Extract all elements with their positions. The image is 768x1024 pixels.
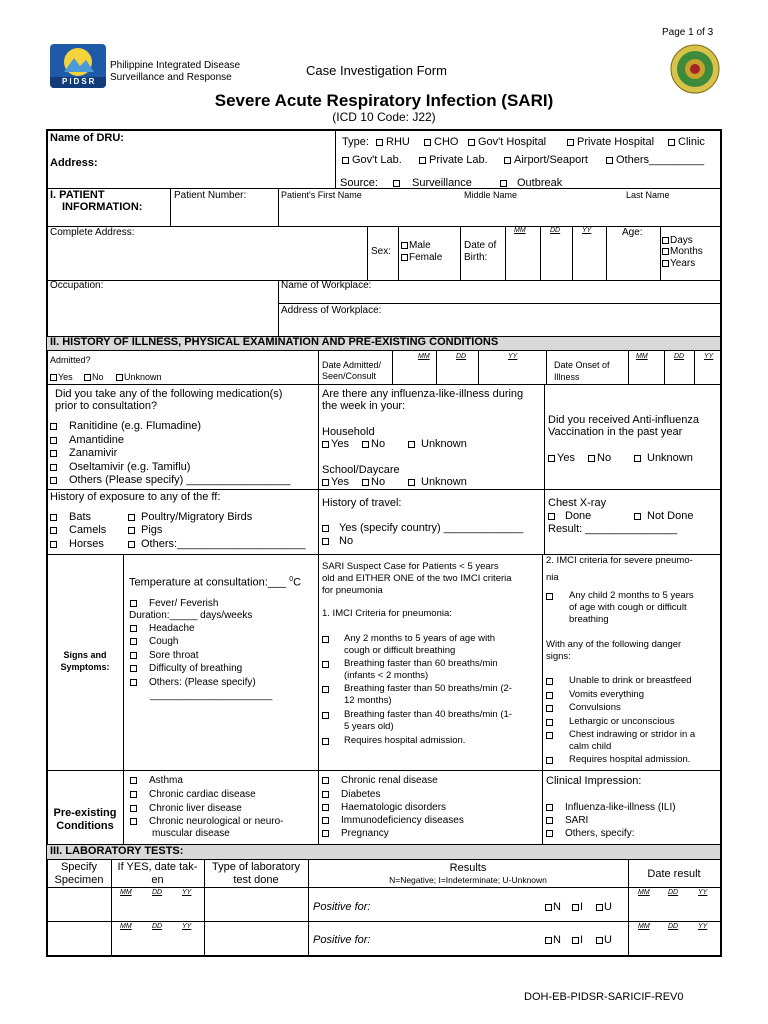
checkbox[interactable] — [668, 139, 675, 146]
dob-yy: YY — [582, 227, 592, 234]
checkbox[interactable] — [408, 441, 415, 448]
checkbox[interactable] — [50, 541, 57, 548]
lab-row1-dd: DD — [152, 889, 163, 896]
checkbox[interactable] — [545, 937, 552, 944]
checkbox[interactable] — [128, 541, 135, 548]
checkbox[interactable] — [504, 157, 511, 164]
school-no[interactable]: No — [362, 476, 385, 489]
checkbox[interactable] — [50, 514, 57, 521]
lab-specimen-l2: Specimen — [54, 874, 104, 886]
checkbox[interactable] — [546, 678, 553, 685]
lab-row2-positive[interactable]: Positive for: — [313, 934, 371, 946]
section-patient-l2: INFORMATION: — [62, 201, 143, 213]
checkbox[interactable] — [545, 904, 552, 911]
checkbox[interactable] — [322, 791, 329, 798]
lab-row2-result-i[interactable]: I — [572, 934, 583, 947]
checkbox[interactable] — [50, 450, 57, 457]
clinical-impression-label: Clinical Impression: — [546, 775, 642, 787]
dob-dd: DD — [550, 227, 561, 234]
lab-results-label: Results — [449, 862, 487, 874]
preexisting-label-l2: Conditions — [56, 820, 114, 832]
exposure-item[interactable]: Horses — [50, 538, 104, 551]
checkbox[interactable] — [130, 625, 137, 632]
lab-specimen-l1: Specify — [60, 861, 98, 873]
xray-result[interactable]: Result: _______________ — [548, 523, 678, 535]
lab-row2-date-dd: DD — [668, 923, 679, 930]
first-name-label: Patient's First Name — [281, 190, 362, 200]
checkbox[interactable] — [393, 180, 400, 187]
checkbox[interactable] — [419, 157, 426, 164]
checkbox[interactable] — [322, 686, 329, 693]
admitted-label: Admitted? — [50, 355, 91, 365]
source-surveillance[interactable]: Surveillance — [393, 177, 472, 190]
page-number: Page 1 of 3 — [662, 27, 714, 38]
school-unknown[interactable]: Unknown — [408, 476, 467, 489]
checkbox[interactable] — [362, 441, 369, 448]
xray-label: Chest X-ray — [548, 497, 607, 509]
onset-l1: Date Onset of — [554, 360, 610, 370]
checkbox[interactable] — [546, 593, 553, 600]
preexisting-item[interactable]: Chronic cardiac disease — [130, 789, 256, 801]
onset-dd: DD — [674, 353, 685, 360]
med-item[interactable]: Ranitidine (e.g. Flumadine) — [50, 420, 201, 433]
age-years[interactable]: Years — [662, 258, 695, 270]
exposure-label: History of exposure to any of the ff: — [50, 491, 221, 503]
workplace-label: Name of Workplace: — [281, 280, 372, 291]
footer-code: DOH-EB-PIDSR-SARICIF-REV0 — [524, 991, 684, 1003]
lab-taken-l1: If YES, date tak- — [117, 861, 198, 873]
checkbox[interactable] — [322, 817, 329, 824]
onset-yy: YY — [704, 353, 714, 360]
checkbox[interactable] — [376, 139, 383, 146]
vacc-no[interactable]: No — [588, 452, 611, 465]
form-title: Severe Acute Respiratory Infection (SARI) — [214, 91, 554, 110]
sex-female[interactable]: Female — [401, 252, 442, 264]
lab-row2-yy: YY — [182, 923, 192, 930]
signs-label-l2: Symptoms: — [60, 662, 110, 672]
preexisting-item[interactable]: Chronic liver disease — [130, 803, 242, 815]
org-line-1: Philippine Integrated Disease — [110, 60, 241, 71]
checkbox[interactable] — [424, 139, 431, 146]
temperature-label[interactable]: Temperature at consultation:___ $^0$C — [129, 576, 302, 589]
dru-address-label: Address: — [50, 157, 98, 169]
checkbox[interactable] — [50, 374, 57, 381]
checkbox[interactable] — [322, 538, 329, 545]
xray-not-done[interactable]: Not Done — [634, 510, 693, 523]
patient-number-label: Patient Number: — [174, 190, 247, 201]
sex-label: Sex: — [371, 246, 392, 257]
impression-item[interactable]: Influenza-like-illness (ILI) — [546, 802, 676, 814]
med-question-l1: Did you take any of the following medication(s) — [55, 388, 283, 400]
date-admitted-l1: Date Admitted/ — [322, 360, 382, 370]
exposure-item[interactable]: Pigs — [128, 524, 162, 537]
lab-taken-l2: en — [151, 874, 164, 886]
checkbox[interactable] — [342, 157, 349, 164]
lab-row1-date-dd: DD — [668, 889, 679, 896]
preexisting-item[interactable]: Haematologic disorders — [322, 802, 446, 814]
checkbox[interactable] — [50, 437, 57, 444]
signs-label-l1: Signs and — [63, 650, 107, 660]
lab-test-l2: test done — [233, 874, 279, 886]
checkbox[interactable] — [662, 260, 669, 267]
symptom-item[interactable]: Others: (Please specify) — [130, 677, 256, 689]
checkbox[interactable] — [322, 738, 329, 745]
checkbox[interactable] — [322, 830, 329, 837]
lab-row1-date-yy: YY — [698, 889, 708, 896]
symptom-item[interactable]: Sore throat — [130, 650, 198, 662]
checkbox[interactable] — [50, 477, 57, 484]
lab-row2-result-n[interactable]: N — [545, 934, 561, 947]
school-label: School/Daycare — [322, 464, 400, 476]
lab-results-legend: N=Negative; I=Indeterminate; U-Unknown — [389, 875, 547, 885]
symptom-item[interactable]: Headache — [130, 623, 195, 635]
section-lab-title: III. LABORATORY TESTS: — [50, 845, 184, 857]
checkbox[interactable] — [596, 937, 603, 944]
occupation-label: Occupation: — [50, 280, 104, 291]
checkbox[interactable] — [130, 638, 137, 645]
checkbox[interactable] — [662, 248, 669, 255]
org-line-2: Surveillance and Response — [110, 72, 232, 83]
checkbox[interactable] — [130, 679, 137, 686]
lab-row1-mm: MM — [120, 889, 132, 896]
checkbox[interactable] — [408, 479, 415, 486]
vacc-question-l2: Vaccination in the past year — [548, 426, 683, 438]
impression-item[interactable]: SARI — [546, 815, 588, 827]
checkbox[interactable] — [546, 692, 553, 699]
age-days[interactable]: Days — [662, 235, 693, 247]
sari-intro-l1: SARI Suspect Case for Patients < 5 years — [322, 561, 499, 572]
dru-type-rhu[interactable]: RHU — [376, 136, 410, 149]
onset-mm: MM — [636, 353, 648, 360]
lab-row1-date-mm: MM — [638, 889, 650, 896]
checkbox[interactable] — [50, 527, 57, 534]
lab-date-result: Date result — [647, 868, 701, 880]
sari-intro-l2: old and EITHER ONE of the two IMCI criteria — [322, 573, 512, 584]
dru-type-clinic[interactable]: Clinic — [668, 136, 705, 149]
danger-l2: signs: — [546, 651, 571, 662]
date-admitted-l2: Seen/Consult — [322, 371, 377, 381]
checkbox[interactable] — [596, 904, 603, 911]
dru-type-private-lab[interactable]: Private Lab. — [419, 154, 488, 167]
fever-item[interactable]: Fever/ Feverish — [130, 598, 218, 610]
checkbox[interactable] — [322, 661, 329, 668]
checkbox[interactable] — [130, 652, 137, 659]
checkbox[interactable] — [130, 818, 137, 825]
checkbox[interactable] — [546, 732, 553, 739]
checkbox[interactable] — [130, 805, 137, 812]
doh-seal — [670, 44, 720, 94]
symptom-item[interactable]: Difficulty of breathing — [130, 663, 242, 675]
age-months[interactable]: Months — [662, 246, 703, 258]
household-unknown[interactable]: Unknown — [408, 438, 467, 451]
workplace-address-label: Address of Workplace: — [281, 305, 382, 316]
checkbox[interactable] — [401, 254, 408, 261]
med-item[interactable]: Zanamivir — [50, 447, 117, 460]
lab-row1-positive[interactable]: Positive for: — [313, 901, 371, 913]
med-item[interactable]: Others (Please specify) _________________ — [50, 474, 290, 487]
checkbox[interactable] — [50, 464, 57, 471]
checkbox[interactable] — [468, 139, 475, 146]
age-label: Age: — [622, 227, 643, 238]
checkbox[interactable] — [662, 237, 669, 244]
lab-row2-result-u[interactable]: U — [596, 934, 612, 947]
preexisting-item[interactable]: Chronic renal disease — [322, 775, 438, 787]
checkbox[interactable] — [128, 527, 135, 534]
checkbox[interactable] — [548, 513, 555, 520]
dob-label-l2: Birth: — [464, 252, 488, 263]
med-item[interactable]: Oseltamivir (e.g. Tamiflu) — [50, 461, 190, 474]
household-no[interactable]: No — [362, 438, 385, 451]
checkbox[interactable] — [128, 514, 135, 521]
ili-question-l1: Are there any influenza-like-illness during — [322, 388, 524, 400]
dob-mm: MM — [514, 227, 526, 234]
preexisting-item[interactable]: Diabetes — [322, 789, 380, 801]
checkbox[interactable] — [634, 513, 641, 520]
checkbox[interactable] — [572, 937, 579, 944]
exposure-item[interactable]: Poultry/Migratory Birds — [128, 511, 252, 524]
sari-intro-l3: for pneumonia — [322, 585, 383, 596]
xray-done[interactable]: Done — [548, 510, 591, 523]
checkbox[interactable] — [606, 157, 613, 164]
checkbox[interactable] — [322, 525, 329, 532]
onset-l2: Illness — [554, 372, 580, 382]
checkbox[interactable] — [84, 374, 91, 381]
checkbox[interactable] — [130, 791, 137, 798]
dru-type-govt-lab[interactable]: Gov't Lab. — [342, 154, 402, 167]
symptom-others-line[interactable]: ______________________ — [150, 690, 273, 701]
middle-name-label: Middle Name — [464, 190, 518, 200]
checkbox[interactable] — [546, 705, 553, 712]
checkbox[interactable] — [567, 139, 574, 146]
section-history-title: II. HISTORY OF ILLNESS, PHYSICAL EXAMINATION AND PRE-EXISTING CONDITIONS — [50, 336, 499, 348]
lab-row2-mm: MM — [120, 923, 132, 930]
lab-row2-date-mm: MM — [638, 923, 650, 930]
exposure-item[interactable]: Camels — [50, 524, 106, 537]
seal-icon — [670, 44, 720, 94]
lab-row1-result-n[interactable]: N — [545, 901, 561, 914]
dru-type-private-hospital[interactable]: Private Hospital — [567, 136, 654, 149]
checkbox[interactable] — [322, 712, 329, 719]
checkbox[interactable] — [546, 817, 553, 824]
logo-text: PIDSR — [62, 77, 97, 86]
admit-mm: MM — [418, 353, 430, 360]
vacc-question-l1: Did you received Anti-influenza — [548, 414, 700, 426]
dru-type-others[interactable]: Others_________ — [606, 154, 704, 167]
dru-type-airport[interactable]: Airport/Seaport — [504, 154, 588, 167]
checkbox[interactable] — [546, 830, 553, 837]
admitted-unknown[interactable]: Unknown — [116, 372, 162, 382]
lab-row2-dd: DD — [152, 923, 163, 930]
source-label: Source: — [340, 177, 378, 189]
complete-address-label: Complete Address: — [50, 227, 135, 238]
checkbox[interactable] — [588, 455, 595, 462]
med-question-l2: prior to consultation? — [55, 400, 158, 412]
admit-yy: YY — [508, 353, 518, 360]
checkbox[interactable] — [634, 455, 641, 462]
section-patient-l1: I. PATIENT — [50, 189, 105, 201]
preexisting-item[interactable]: Immunodeficiency diseases — [322, 815, 464, 827]
admitted-no[interactable]: No — [84, 372, 104, 382]
imci1-title: 1. IMCI Criteria for pneumonia: — [322, 608, 452, 619]
vacc-unknown[interactable]: Unknown — [634, 452, 693, 465]
med-item[interactable]: Amantidine — [50, 434, 124, 447]
lab-test-l1: Type of laboratory — [211, 861, 301, 873]
household-label: Household — [322, 426, 375, 438]
vacc-yes[interactable]: Yes — [548, 452, 575, 465]
preexisting-item[interactable]: Asthma — [130, 775, 183, 787]
danger-l1: With any of the following danger — [546, 639, 682, 650]
dru-name-label: Name of DRU: — [50, 132, 124, 144]
last-name-label: Last Name — [626, 190, 670, 200]
lab-row2-date-yy: YY — [698, 923, 708, 930]
admit-dd: DD — [456, 353, 467, 360]
exposure-item[interactable]: Bats — [50, 511, 91, 524]
lab-row1-yy: YY — [182, 889, 192, 896]
checkbox[interactable] — [116, 374, 123, 381]
checkbox[interactable] — [130, 665, 137, 672]
household-yes[interactable]: Yes — [322, 438, 349, 451]
checkbox[interactable] — [500, 180, 507, 187]
checkbox[interactable] — [401, 242, 408, 249]
checkbox[interactable] — [322, 777, 329, 784]
checkbox[interactable] — [548, 455, 555, 462]
duration-label[interactable]: Duration:_____ days/weeks — [129, 610, 253, 621]
form-type: Case Investigation Form — [306, 63, 447, 78]
school-yes[interactable]: Yes — [322, 476, 349, 489]
lab-row1-result-i[interactable]: I — [572, 901, 583, 914]
imci2-title-l1: 2. IMCI criteria for severe pneumo- — [546, 555, 693, 566]
impression-item[interactable]: Others, specify: — [546, 828, 634, 840]
checkbox[interactable] — [546, 719, 553, 726]
checkbox[interactable] — [130, 777, 137, 784]
lab-row1-result-u[interactable]: U — [596, 901, 612, 914]
travel-yes[interactable]: Yes (specify country) _____________ — [322, 522, 523, 535]
pidsr-logo — [50, 44, 106, 88]
dru-type-govt-hospital[interactable]: Gov't Hospital — [468, 136, 546, 149]
exposure-item[interactable]: Others:_____________________ — [128, 538, 306, 551]
preexisting-label-l1: Pre-existing — [53, 807, 117, 819]
source-outbreak[interactable]: Outbreak — [500, 177, 562, 190]
checkbox[interactable] — [130, 600, 137, 607]
checkbox[interactable] — [546, 804, 553, 811]
checkbox[interactable] — [322, 441, 329, 448]
preexisting-item-cont: muscular disease — [152, 828, 230, 839]
symptom-item[interactable]: Cough — [130, 636, 178, 648]
checkbox[interactable] — [362, 479, 369, 486]
dob-label-l1: Date of — [464, 240, 497, 251]
preexisting-item[interactable]: Pregnancy — [322, 828, 389, 840]
icd-code: (ICD 10 Code: J22) — [332, 110, 436, 124]
dru-type-label: Type: — [342, 136, 369, 148]
sex-male[interactable]: Male — [401, 240, 431, 252]
ili-question-l2: the week in your: — [322, 400, 406, 412]
travel-no[interactable]: No — [322, 535, 353, 548]
checkbox[interactable] — [322, 636, 329, 643]
checkbox[interactable] — [546, 757, 553, 764]
preexisting-item[interactable]: Chronic neurological or neuro- — [130, 816, 284, 828]
admitted-yes[interactable]: Yes — [50, 372, 73, 382]
dru-type-cho[interactable]: CHO — [424, 136, 458, 149]
checkbox[interactable] — [572, 904, 579, 911]
imci2-title-l2: nia — [546, 572, 559, 583]
checkbox[interactable] — [322, 804, 329, 811]
checkbox[interactable] — [322, 479, 329, 486]
checkbox[interactable] — [50, 423, 57, 430]
travel-label: History of travel: — [322, 497, 402, 509]
